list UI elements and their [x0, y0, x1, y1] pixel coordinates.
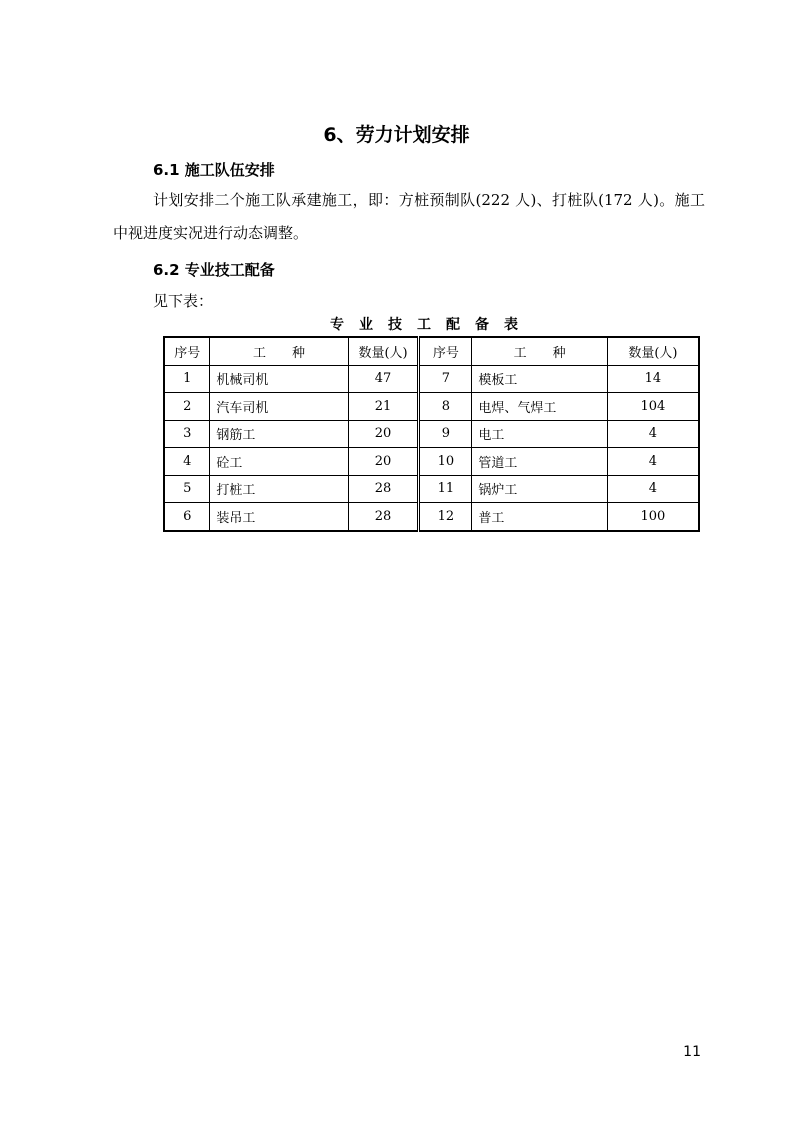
table-cell: 1 [164, 365, 210, 393]
table-intro-text: 见下表： [153, 292, 214, 310]
table-cell: 20 [348, 420, 419, 448]
table-cell: 104 [607, 393, 699, 421]
page-number: 11 [683, 1044, 701, 1060]
table-cell: 管道工 [472, 448, 607, 476]
table-cell: 100 [607, 503, 699, 531]
table-cell: 28 [348, 503, 419, 531]
header-cell: 序号 [164, 337, 210, 365]
table-cell: 4 [607, 420, 699, 448]
table-row [164, 420, 699, 448]
table-cell: 28 [348, 475, 419, 503]
table-cell: 2 [164, 393, 210, 421]
header-cell: 数量(人) [348, 337, 419, 365]
table-cell: 普工 [472, 503, 607, 531]
table-cell: 电工 [472, 420, 607, 448]
table-cell: 11 [419, 475, 472, 503]
table-cell: 10 [419, 448, 472, 476]
table-row [164, 393, 699, 421]
table-cell: 砼工 [210, 448, 348, 476]
table-row [164, 503, 699, 531]
section-heading-6-1: 6.1 施工队伍安排 [153, 161, 275, 179]
table-cell: 4 [164, 448, 210, 476]
chapter-heading: 6、劳力计划安排 [323, 124, 470, 146]
table-cell: 电焊、气焊工 [472, 393, 607, 421]
table-cell: 4 [607, 475, 699, 503]
header-cell: 序号 [419, 337, 472, 365]
table-cell: 装吊工 [210, 503, 348, 531]
header-cell: 工 种 [472, 337, 607, 365]
table-title: 专业技工配备表 [330, 317, 533, 333]
table-cell: 20 [348, 448, 419, 476]
table-cell: 47 [348, 365, 419, 393]
skilled-workers-table [163, 336, 700, 532]
table-cell: 6 [164, 503, 210, 531]
table-cell: 3 [164, 420, 210, 448]
table-cell: 8 [419, 393, 472, 421]
table-row [164, 365, 699, 393]
table-row [164, 475, 699, 503]
section-heading-6-2: 6.2 专业技工配备 [153, 261, 275, 279]
table-cell: 4 [607, 448, 699, 476]
table-cell: 12 [419, 503, 472, 531]
table-row [164, 448, 699, 476]
table-cell: 14 [607, 365, 699, 393]
table-cell: 机械司机 [210, 365, 348, 393]
table-cell: 7 [419, 365, 472, 393]
table-cell: 打桩工 [210, 475, 348, 503]
table-cell: 21 [348, 393, 419, 421]
table-cell: 锅炉工 [472, 475, 607, 503]
header-cell: 数量(人) [607, 337, 699, 365]
table-cell: 模板工 [472, 365, 607, 393]
header-cell: 工 种 [210, 337, 348, 365]
table-cell: 9 [419, 420, 472, 448]
section-6-1-paragraph: 计划安排二个施工队承建施工，即：方桩预制队(222 人)、打桩队(172 人)。施工中视进度实况进行动态调整。 [113, 191, 705, 242]
table-cell: 钢筋工 [210, 420, 348, 448]
table-cell: 汽车司机 [210, 393, 348, 421]
table-header-row [164, 337, 699, 365]
table-cell: 5 [164, 475, 210, 503]
